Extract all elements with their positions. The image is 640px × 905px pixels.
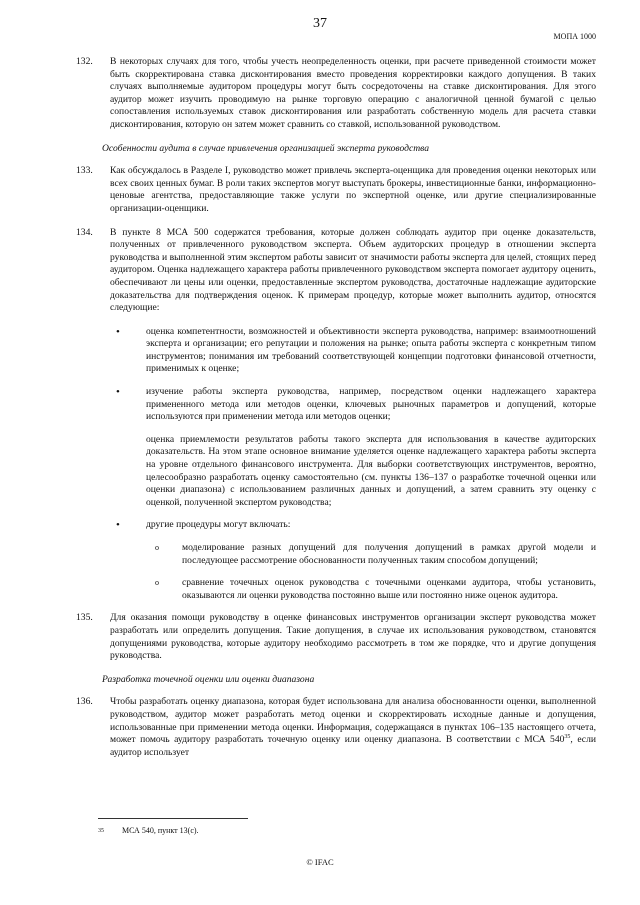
footnote	[98, 826, 199, 836]
paragraph-136	[76, 696, 596, 759]
bullet-icon: •	[116, 519, 120, 532]
list-item-text: другие процедуры могут включать:	[146, 519, 291, 531]
paragraph-135	[76, 612, 596, 662]
list-item	[110, 519, 596, 532]
circle-bullet-icon: o	[155, 543, 159, 552]
sub-list-item	[110, 542, 596, 567]
paragraph-132	[76, 56, 596, 132]
paragraph-number: 135.	[76, 612, 93, 624]
paragraph-text: Как обсуждалось в Разделе I, руководство может привлечь эксперта-оценщика для проведения оценки некоторых или всех своих ценных бумаг. В роли таких экспертов могут выступать брокеры, инвестиционные банки, информационно-ценовые агентства, предоставляющие также услуги по экспертной оценке, или другие специализированные организации-оценщики.	[110, 165, 596, 214]
paragraph-number: 134.	[76, 226, 93, 238]
list-item-text: оценка компетентности, возможностей и объективности эксперта руководства, например: взаимоотношений эксперта и организации; его репутации и положения на рынке; опыта работы эксперта с конкретным типом инструментов; понимания им требований соответствующей концепции подготовки финансовой отчетности, применимых к оценке;	[146, 325, 596, 375]
document-code: МОПА 1000	[553, 32, 596, 41]
circle-bullet-icon: o	[155, 578, 159, 588]
list-item	[110, 386, 596, 424]
page-body	[76, 56, 596, 770]
paragraph-text-tail: , если аудитор использует	[110, 734, 596, 758]
sub-list-item	[110, 577, 596, 602]
section-heading-estimate: Разработка точечной оценки или оценки диапазона	[102, 673, 315, 685]
sub-list-item-text: моделирование разных допущений для получения допущений в рамках другой модели и последующее рассмотрение обоснованности полученных таким способом допущений;	[182, 542, 596, 566]
sub-list-item-text: сравнение точечных оценок руководства с точечными оценками аудитора, чтобы установить, оказываются ли оценки руководства постоянно выше или постоянно ниже оценок аудитора.	[182, 577, 596, 601]
paragraph-text: В пункте 8 МСА 500 содержатся требования, которые должен соблюдать аудитор при оценке доказательств, полученных от привлеченного руководством эксперта. Объем аудиторских процедур в отношении эксперта руководства и выполненной этим экспертом работы зависит от значимости работы эксперта для целей, стоящих перед аудитором. Оценка надлежащего характера работы привлеченного руководством эксперта помогает аудитору оценить, обеспечивают ли цены или оценки, предоставленные экспертом руководства, достаточные надлежащие аудиторские доказательства для подтверждения оценок. К примерам процедур, которые может выполнить аудитор, относятся следующие:	[110, 226, 596, 314]
paragraph-number: 133.	[76, 165, 93, 177]
paragraph-134	[76, 226, 596, 315]
paragraph-text	[110, 696, 596, 759]
paragraph-133	[76, 165, 596, 215]
section-heading-expert: Особенности аудита в случае привлечения организацией эксперта руководства	[102, 142, 430, 154]
list-continuation-text: оценка приемлемости результатов работы такого эксперта для использования в качестве аудиторских доказательств. На этом этапе основное внимание уделяется оценке надлежащего характера работы эксперта на уровне отдельного финансового инструмента. Для выборки соответствующих инструментов, вероятно, целесообразно разработать оценку самостоятельно (см. пункты 136–137 о разработке точечной оценки или оценки диапазона) с использованием различных данных и допущений, а затем сравнить эту оценку с оценкой, полученной экспертом руководства;	[146, 433, 596, 508]
bullet-icon: •	[116, 325, 120, 338]
list-item-text: изучение работы эксперта руководства, например, посредством оценки надлежащего характера примененного метода или методов оценки, ключевых рыночных параметров и допущений, которые используются при применении метода или методов оценки;	[146, 386, 596, 423]
paragraph-number: 132.	[76, 56, 93, 67]
paragraph-text: В некоторых случаях для того, чтобы учесть неопределенность оценки, при расчете приведенной стоимости может быть скорректирована ставка дисконтирования вместо проведения корректировки каждого допущения. В таких случаях выполняемые аудитором процедуры могут быть сосредоточены на ставке дисконтирования. Для этого аудитор может изучить проводимую на рынке торговую операцию с аналогичной ценной бумагой с целью сопоставления используемых ставок дисконтирования или разработать собственную модель для расчета ставки дисконтирования, которую он затем может сравнить со ставкой, использованной руководством.	[110, 56, 596, 130]
procedure-list	[110, 326, 596, 603]
footnote-reference[interactable]: 35	[564, 733, 571, 740]
bullet-icon: •	[116, 386, 120, 399]
paragraph-text: Для оказания помощи руководству в оценке финансовых инструментов организации эксперт руководства может разработать или определить допущения. Такие допущения, в случае их использования руководством, становятся допущениями руководства, которые аудитору необходимо рассмотреть в том же порядке, что и другие допущения руководства.	[110, 612, 596, 662]
paragraph-number: 136.	[76, 696, 93, 708]
paragraph-text-main: Чтобы разработать оценку диапазона, которая будет использована для анализа обоснованности оценки, выполненной руководством, аудитор может разработать метод оценки и скорректировать исходные данные и допущения, использованные при применении метода оценки. Информация, содержащаяся в пунктах 106–135 настоящего отчета, может помочь аудитору разработать точечную оценку или оценку диапазона. В соответствии с МСА 540	[110, 696, 596, 746]
copyright: © IFAC	[306, 857, 334, 867]
page-number: 37	[313, 16, 327, 31]
list-item	[110, 326, 596, 376]
footnote-text: МСА 540, пункт 13(с).	[122, 826, 199, 835]
footnote-divider	[98, 818, 248, 819]
footnote-mark: 35	[98, 828, 104, 834]
